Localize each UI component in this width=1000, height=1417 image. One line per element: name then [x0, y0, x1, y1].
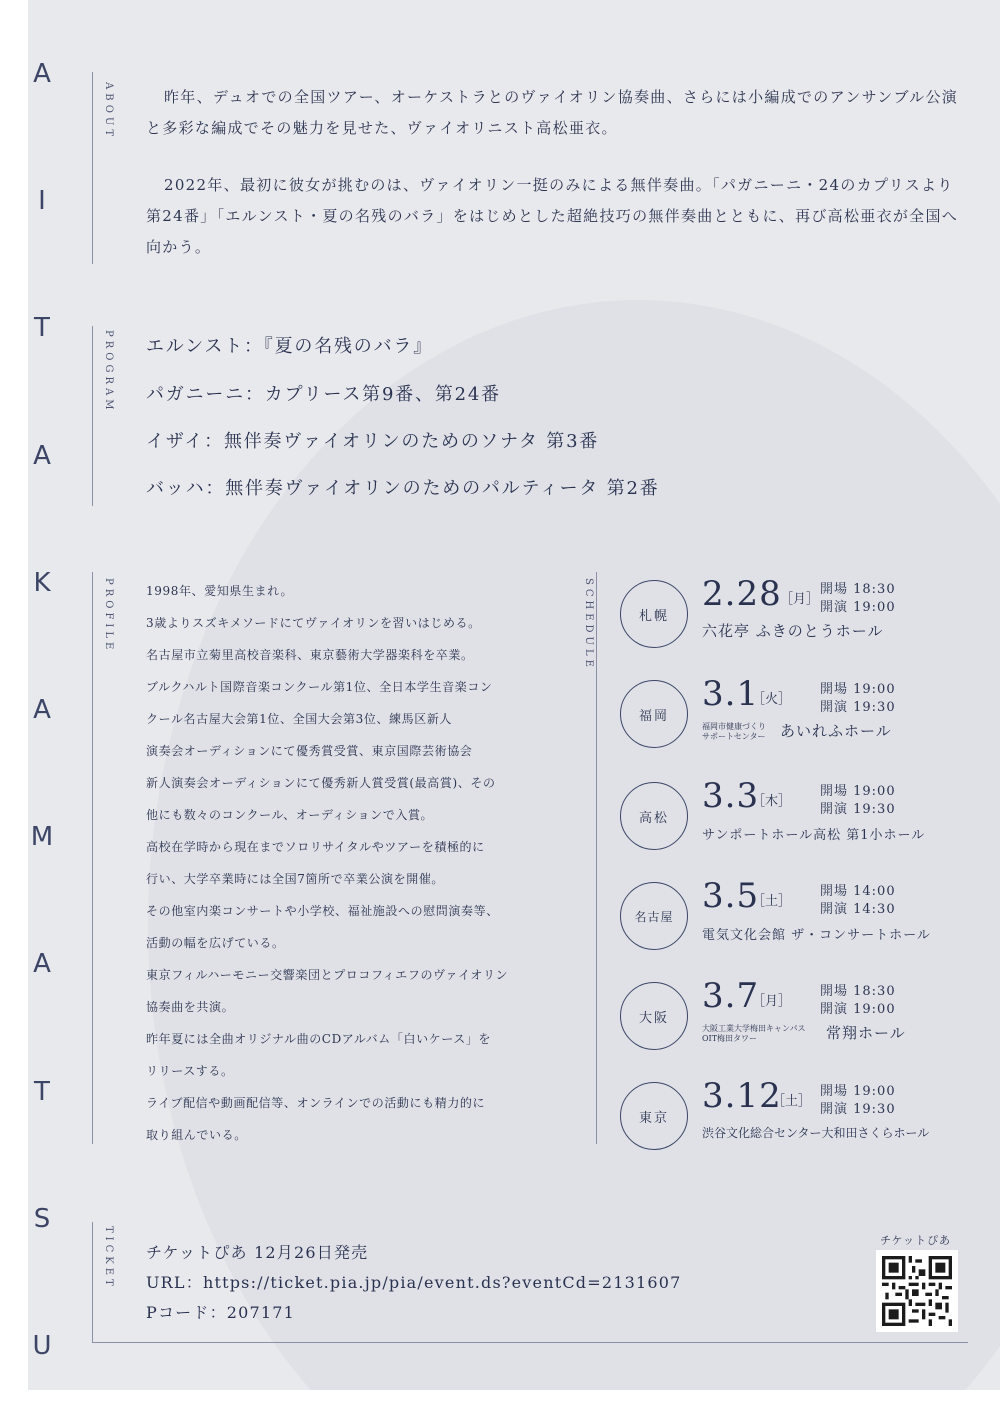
city-badge: 名古屋 — [620, 882, 688, 950]
start-time: 開演 19:30 — [820, 700, 896, 715]
doors-time: 開場 19:00 — [820, 682, 896, 697]
name-letter: K — [33, 568, 51, 597]
profile-line: 取り組んでいる。 — [146, 1128, 247, 1142]
name-letter: U — [32, 1331, 52, 1360]
profile-line: リリースする。 — [146, 1064, 234, 1078]
event-date: 2.28 — [702, 574, 782, 614]
event-date: 3.5 — [702, 876, 760, 916]
city-badge: 福岡 — [620, 680, 688, 748]
ticket-sale-date: チケットぴあ 12月26日発売 — [146, 1243, 369, 1262]
schedule-row-osaka — [620, 976, 940, 1060]
vertical-name — [28, 60, 56, 1360]
profile-line: 活動の幅を広げている。 — [146, 936, 285, 950]
ticket-url[interactable]: URL：https://ticket.pia.jp/pia/event.ds?eventCd=2131607 — [146, 1273, 682, 1292]
profile-line: 3歳よりスズキメソードにてヴァイオリンを習いはじめる。 — [146, 616, 481, 630]
event-date: 3.12 — [702, 1076, 782, 1116]
event-date: 3.1 — [702, 674, 760, 714]
venue-name: あいれふホール — [780, 722, 892, 740]
event-times — [820, 581, 896, 617]
event-weekday: ［土］ — [772, 1094, 812, 1109]
doors-time: 開場 19:00 — [820, 784, 896, 799]
schedule-row-fukuoka — [620, 674, 940, 758]
about-divider — [92, 72, 93, 264]
schedule-divider — [596, 572, 597, 1144]
venue-name: 六花亭 ふきのとうホール — [702, 622, 884, 640]
profile-line: ライブ配信や動画配信等、オンラインでの活動にも精力的に — [146, 1096, 486, 1110]
event-times — [820, 681, 896, 717]
venue-name: 常翔ホール — [826, 1024, 906, 1042]
city-badge: 東京 — [620, 1082, 688, 1150]
event-times — [820, 883, 896, 919]
schedule-row-sapporo — [620, 574, 940, 658]
program-item: パガニーニ：カプリース第9番、第24番 — [146, 384, 501, 405]
start-time: 開演 14:30 — [820, 902, 896, 917]
about-paragraph-2: 2022年、最初に彼女が挑むのは、ヴァイオリン一挺のみによる無伴奏曲。「パガニーニ・24のカプリスより第24番」「エルンスト・夏の名残のバラ」をはじめとした超絶技巧の無伴奏曲とともに、再び高松亜衣が全国へ向かう。 — [146, 176, 959, 256]
name-letter: A — [33, 60, 51, 88]
about-paragraph-1: 昨年、デュオでの全国ツアー、オーケストラとのヴァイオリン協奏曲、さらには小編成でのアンサンブル公演と多彩な編成でその魅力を見せた、ヴァイオリニスト高松亜衣。 — [146, 88, 959, 137]
event-weekday: ［月］ — [752, 994, 792, 1009]
event-weekday: ［月］ — [780, 592, 820, 607]
profile-line: 演奏会オーディションにて優秀賞受賞、東京国際芸術協会 — [146, 744, 473, 758]
event-times — [820, 1083, 896, 1119]
name-letter: M — [30, 823, 54, 852]
start-time: 開演 19:30 — [820, 802, 896, 817]
profile-line: 協奏曲を共演。 — [146, 1000, 235, 1014]
start-time: 開演 19:00 — [820, 1002, 896, 1017]
profile-line: ブルクハルト国際音楽コンクール第1位、全日本学生音楽コン — [146, 680, 493, 694]
event-weekday: ［火］ — [752, 692, 792, 707]
profile-label: PROFILE — [103, 578, 114, 654]
ticket-p-code: Pコード：207171 — [146, 1303, 296, 1322]
profile-line: 名古屋市立菊里高校音楽科、東京藝術大学器楽科を卒業。 — [146, 648, 474, 662]
event-date: 3.7 — [702, 976, 760, 1016]
profile-line: 新人演奏会オーディションにて優秀新人賞受賞(最高賞)、その — [146, 776, 496, 790]
venue-subtitle: 福岡市健康づくり サポートセンター — [702, 722, 766, 741]
event-weekday: ［木］ — [752, 794, 792, 809]
name-letter: T — [34, 1077, 50, 1106]
city-badge: 大阪 — [620, 982, 688, 1050]
ticket-bottom-rule — [92, 1342, 968, 1343]
qr-code[interactable] — [876, 1250, 958, 1332]
qr-code-icon — [882, 1256, 952, 1326]
event-times — [820, 783, 896, 819]
name-letter: S — [33, 1204, 51, 1233]
profile-line: 他にも数々のコンクール、オーディションで入賞。 — [146, 808, 434, 822]
qr-label: チケットぴあ — [880, 1234, 952, 1247]
flyer-page — [28, 0, 1000, 1390]
start-time: 開演 19:30 — [820, 1102, 896, 1117]
name-letter: A — [33, 695, 51, 724]
venue-name: サンポートホール高松 第1小ホール — [702, 828, 926, 843]
profile-line: 昨年夏には全曲オリジナル曲のCDアルバム「白いケース」を — [146, 1032, 492, 1046]
venue-subtitle: 大阪工業大学梅田キャンパス OIT梅田タワー — [702, 1024, 806, 1043]
event-weekday: ［土］ — [752, 894, 792, 909]
schedule-row-nagoya — [620, 876, 940, 960]
doors-time: 開場 19:00 — [820, 1084, 896, 1099]
doors-time: 開場 18:30 — [820, 984, 896, 999]
program-item: バッハ：無伴奏ヴァイオリンのためのパルティータ 第2番 — [146, 478, 660, 499]
program-item: イザイ：無伴奏ヴァイオリンのためのソナタ 第3番 — [146, 431, 600, 452]
city-badge: 札幌 — [620, 580, 688, 648]
profile-line: クール名古屋大会第1位、全国大会第3位、練馬区新人 — [146, 712, 453, 726]
about-label: ABOUT — [103, 82, 114, 141]
name-letter: I — [38, 187, 46, 216]
schedule-row-takamatsu — [620, 776, 940, 860]
profile-line: その他室内楽コンサートや小学校、福祉施設への慰問演奏等、 — [146, 904, 499, 918]
program-divider — [92, 326, 93, 506]
venue-name: 渋谷文化総合センター大和田さくらホール — [702, 1126, 930, 1140]
name-letter: A — [33, 441, 51, 470]
profile-line: 1998年、愛知県生まれ。 — [146, 584, 294, 598]
city-badge: 高松 — [620, 782, 688, 850]
start-time: 開演 19:00 — [820, 600, 896, 615]
ticket-divider — [92, 1222, 93, 1342]
name-letter: T — [34, 314, 50, 343]
venue-name: 電気文化会館 ザ・コンサートホール — [702, 928, 931, 943]
name-letter: A — [33, 950, 51, 979]
profile-line: 東京フィルハーモニー交響楽団とプロコフィエフのヴァイオリン — [146, 968, 509, 982]
event-date: 3.3 — [702, 776, 760, 816]
profile-divider — [92, 572, 93, 1144]
doors-time: 開場 18:30 — [820, 582, 896, 597]
schedule-row-tokyo — [620, 1076, 940, 1160]
program-label: PROGRAM — [103, 330, 114, 414]
program-item: エルンスト：『夏の名残のバラ』 — [146, 336, 434, 357]
event-times — [820, 983, 896, 1019]
ticket-label: TICKET — [103, 1226, 114, 1290]
doors-time: 開場 14:00 — [820, 884, 896, 899]
schedule-label: SCHEDULE — [583, 578, 594, 671]
profile-line: 高校在学時から現在までソロリサイタルやツアーを積極的に — [146, 840, 485, 854]
profile-line: 行い、大学卒業時には全国7箇所で卒業公演を開催。 — [146, 872, 445, 886]
